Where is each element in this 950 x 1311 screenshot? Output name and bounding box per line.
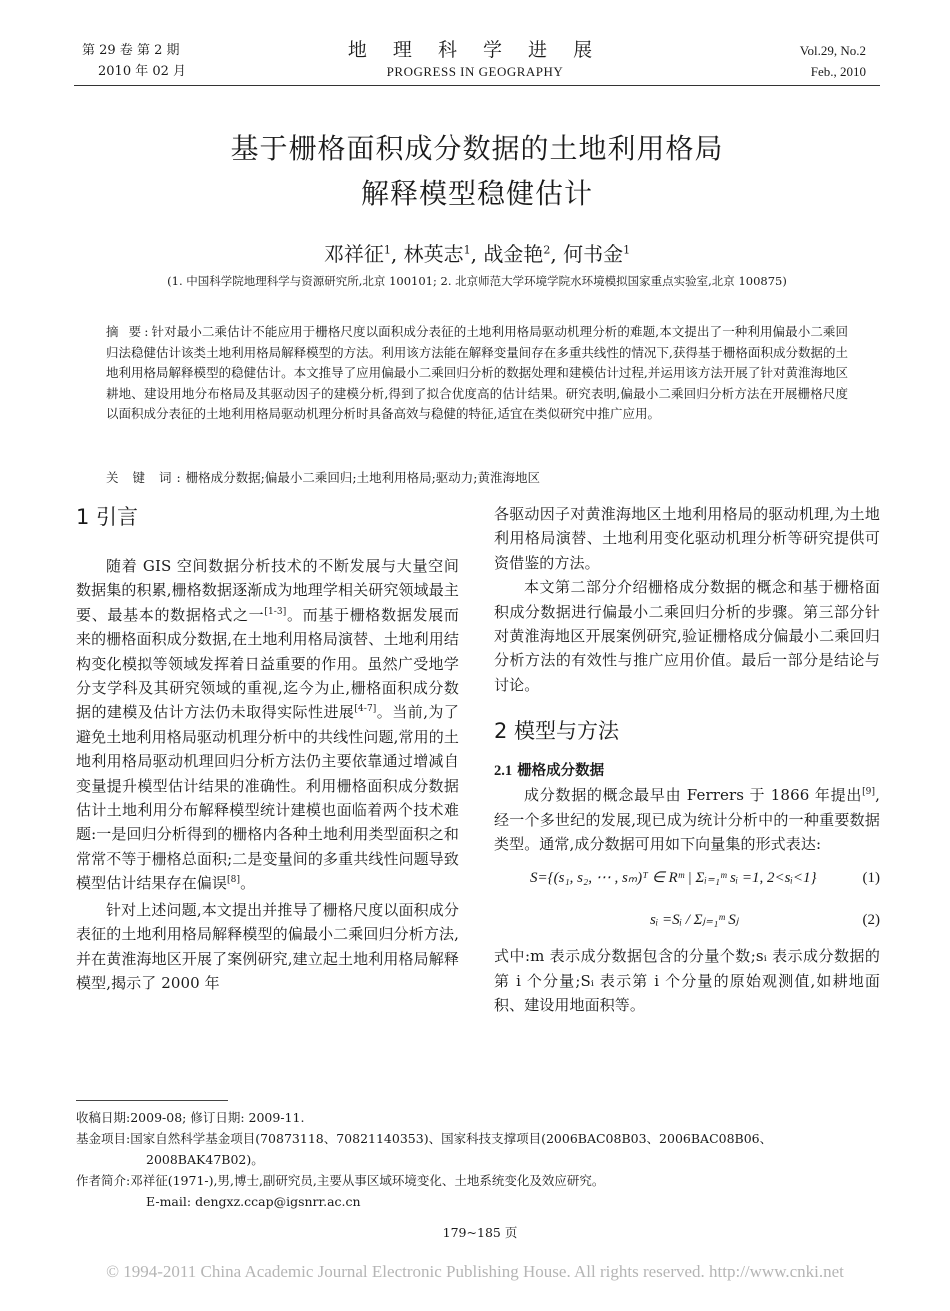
title-line-1: 基于栅格面积成分数据的土地利用格局 — [230, 132, 724, 165]
abstract-label: 摘 要: — [106, 324, 152, 339]
equation-2-body: sᵢ =Sᵢ / Σⱼ₌₁ᵐ Sⱼ — [650, 912, 739, 929]
author-affil-mark: 1 — [383, 243, 391, 257]
author-separator: , — [390, 242, 404, 266]
funding-continued: 2008BAK47B02)。 — [146, 1152, 264, 1167]
header-volume-en — [800, 40, 866, 82]
author-separator: , — [550, 242, 564, 266]
paragraph-text: 。而基于栅格数据发展而来的栅格面积成分数据,在土地利用格局演替、土地利用结构变化模拟等领域发挥着日益重要的作用。虽然广受地学分支学科及其研究领域的重视,迄今为止,栅格面积成分数据的建模及估计方法仍未取得实际性进展 — [76, 605, 459, 722]
paragraph-text: 。当前,为了避免土地利用格局驱动机理分析中的共线性问题,常用的土地利用格局驱动机理回归分析方法仍主要依靠通过增减自变量提升模型估计结果的准确性。利用栅格面积成分数据估计土地利用分布解释模型统计建模也面临着两个技术难题:一是回归分析得到的栅格内各种土地利用类型面积之和常常不等于栅格总面积;二是变量间的多重共线性问题导致模型估计结果存在偏误 — [76, 703, 459, 893]
title-line-2: 解释模型稳健估计 — [360, 177, 593, 210]
keywords — [106, 468, 848, 488]
right-column — [494, 502, 880, 1018]
affiliations: (1. 中国科学院地理科学与资源研究所,北京 100101; 2. 北京师范大学环境学院水环境模拟国家重点实验室,北京 100875) — [167, 274, 787, 288]
subsection-number: 2.1 — [494, 763, 513, 780]
author-name: 何书金 — [563, 242, 624, 266]
citation: [9] — [862, 787, 876, 798]
paragraph-text: 随着 GIS 空间数据分析技术的不断发展与大量空间数据集的积累,栅格数据逐渐成为地理学相关研究领域最主要、最基本的数据格式之一 — [76, 557, 459, 624]
left-column — [76, 502, 459, 995]
date-en: Feb., 2010 — [810, 64, 866, 79]
citation: [4-7] — [354, 704, 377, 715]
received-dates: 收稿日期:2009-08; 修订日期: 2009-11. — [76, 1110, 305, 1125]
date-cn: 2010 年 02 月 — [98, 64, 187, 79]
journal-name — [300, 38, 650, 82]
author-affil-mark: 2 — [543, 243, 551, 257]
equation-1-body: S={(s₁, s₂, ⋯ , sₘ)ᵀ ∈ Rᵐ | Σᵢ₌₁ᵐ sᵢ =1, 2<sᵢ<1} — [530, 870, 817, 887]
subsection-2-1-heading — [494, 759, 880, 783]
section-1-paragraph-1 — [76, 554, 459, 896]
section-1-paragraph-2: 针对上述问题,本文提出并推导了栅格尺度以面积成分表征的土地利用格局解释模型的偏最小二乘回归分析方法,并在黄淮海地区开展了案例研究,建立起土地利用格局解释模型,揭示了 2000 年 — [76, 900, 459, 992]
author-separator: , — [470, 242, 484, 266]
subsection-2-1-paragraph-1 — [494, 783, 880, 856]
subsection-2-1-paragraph-2: 式中:m 表示成分数据包含的分量个数;sᵢ 表示成分数据的第 i 个分量;Sᵢ 表示第 i 个分量的原始观测值,如耕地面积、建设用地面积等。 — [494, 947, 880, 1015]
paper-title — [74, 126, 880, 216]
author-affil-mark: 1 — [463, 243, 471, 257]
author-bio-label: 作者简介: — [76, 1173, 131, 1188]
author-bio — [76, 1170, 876, 1191]
equation-2 — [494, 902, 880, 944]
page-range: 179~185 页 — [442, 1225, 518, 1240]
citation: [1-3] — [264, 606, 287, 617]
equation-1-number: (1) — [862, 870, 880, 887]
section-1-paragraph-2-continued: 各驱动因子对黄淮海地区土地利用格局的驱动机理,为土地利用格局演替、土地利用变化驱动机理分析等研究提供可资借鉴的方法。 — [494, 505, 880, 572]
author-affil-mark: 1 — [623, 243, 631, 257]
subsection-title: 栅格成分数据 — [517, 762, 605, 780]
header-volume-cn — [82, 40, 186, 82]
author-name: 林英志 — [403, 242, 464, 266]
section-2-heading: 2 模型与方法 — [494, 719, 620, 744]
copyright-watermark: © 1994-2011 China Academic Journal Electronic Publishing House. All rights reserved. http://www.cnki.net — [106, 1262, 844, 1281]
funding-label: 基金项目: — [76, 1131, 131, 1146]
paragraph-text: 。 — [240, 874, 256, 893]
abstract-text: 针对最小二乘估计不能应用于栅格尺度以面积成分表征的土地利用格局驱动机理分析的难题,本文提出了一种利用偏最小二乘回归法稳健估计该类土地利用格局解释模型的方法。利用该方法能在解释变量间存在多重共线性的情况下,获得基于栅格面积成分数据的土地利用格局解释模型的稳健估计。本文推导了应用偏最小二乘回归分析的数据处理和建模估计过程,并运用该方法开展了针对黄淮海地区耕地、建设用地分布格局及其驱动因子的建模分析,得到了拟合优度高的估计结果。研究表明,偏最小二乘回归分析方法在开展栅格尺度以面积成分表征的土地利用格局驱动机理分析时具备高效与稳健的特征,适宜在类似研究中推广应用。 — [106, 324, 849, 422]
journal-name-cn: 地 理 科 学 进 展 — [347, 39, 603, 61]
section-1-paragraph-3: 本文第二部分介绍栅格成分数据的概念和基于栅格面积成分数据进行偏最小二乘回归分析的步骤。第三部分针对黄淮海地区开展案例研究,验证栅格成分偏最小二乘回归分析方法的有效性与推广应用价值。最后一部分是结论与讨论。 — [494, 578, 880, 694]
keywords-text: 栅格成分数据;偏最小二乘回归;土地利用格局;驱动力;黄淮海地区 — [185, 470, 541, 485]
paragraph-text: 成分数据的概念最早由 Ferrers 于 1866 年提出 — [524, 786, 863, 805]
volume-issue-en: Vol.29, No.2 — [799, 43, 866, 58]
citation: [8] — [227, 875, 241, 886]
author-name: 邓祥征 — [323, 242, 384, 266]
journal-name-en: PROGRESS IN GEOGRAPHY — [386, 64, 564, 79]
author-bio-text: 邓祥征(1971-),男,博士,副研究员,主要从事区域环境变化、土地系统变化及效应研究。 — [130, 1173, 605, 1188]
funding-text: 国家自然科学基金项目(70873118、70821140353)、国家科技支撑项目(2006BAC08B03、2006BAC08B06、 — [130, 1131, 773, 1146]
abstract — [106, 322, 848, 425]
header-divider — [74, 85, 880, 86]
footnotes — [76, 1107, 876, 1212]
paragraph-text: ,经一个多世纪的发展,现已成为统计分析中的一种重要数据类型。通常,成分数据可用如下向量集的形式表达: — [494, 786, 880, 854]
volume-issue-cn: 第 29 卷 第 2 期 — [82, 43, 180, 58]
section-1-heading: 1 引言 — [76, 505, 139, 529]
funding — [76, 1128, 876, 1149]
equation-2-number: (2) — [862, 912, 880, 929]
footnote-divider — [76, 1100, 228, 1101]
author-list — [74, 238, 880, 267]
author-email: E-mail: dengxz.ccap@igsnrr.ac.cn — [146, 1194, 361, 1209]
author-name: 战金艳 — [483, 242, 544, 266]
keywords-label: 关 键 词: — [106, 470, 186, 485]
equation-1 — [494, 860, 880, 902]
